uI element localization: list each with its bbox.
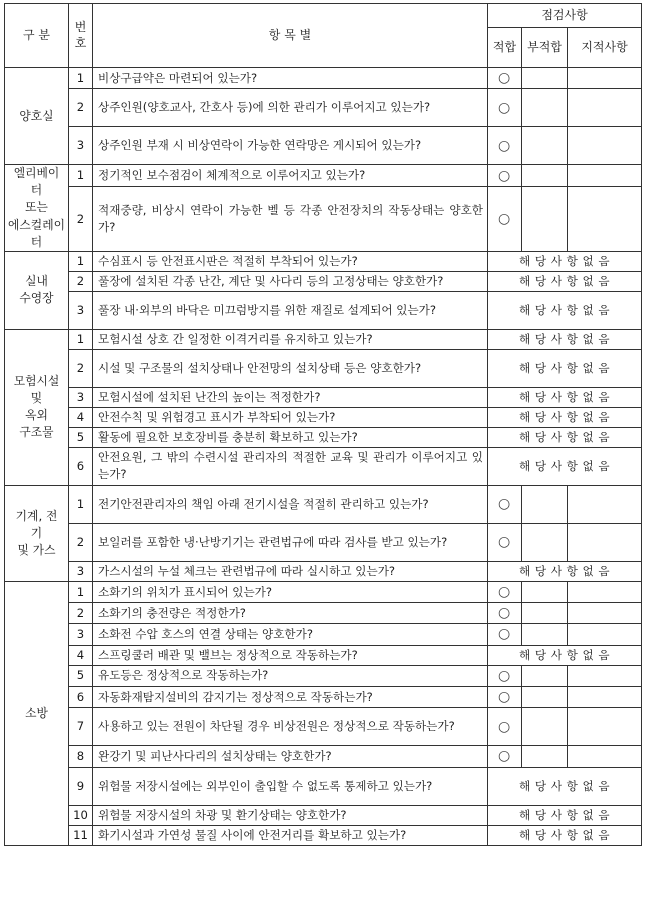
check-item-text: 보일러를 포함한 냉·난방기기는 관련법규에 따라 검사를 받고 있는가? — [93, 523, 488, 561]
not-applicable-cell: 해 당 사 항 없 음 — [488, 825, 642, 845]
not-applicable-cell: 해 당 사 항 없 음 — [488, 407, 642, 427]
check-item-text: 위험물 저장시설의 차광 및 환기상태는 양호한가? — [93, 805, 488, 825]
not-applicable-cell: 해 당 사 항 없 음 — [488, 645, 642, 665]
unsuitable-cell — [522, 127, 568, 165]
header-check-unsuitable: 부적합 — [522, 28, 568, 68]
check-item-text: 적재중량, 비상시 연락이 가능한 벨 등 각종 안전장치의 작동상태는 양호한가? — [93, 187, 488, 251]
check-item-text: 사용하고 있는 전원이 차단될 경우 비상전원은 정상적으로 작동하는가? — [93, 708, 488, 746]
table-row — [5, 581, 642, 602]
remarks-cell — [568, 187, 642, 251]
header-item: 항 목 별 — [93, 4, 488, 68]
suitable-mark: ○ — [488, 603, 522, 624]
unsuitable-cell — [522, 686, 568, 707]
unsuitable-cell — [522, 708, 568, 746]
row-number: 1 — [69, 251, 93, 271]
header-check-group: 점검사항 — [488, 4, 642, 28]
check-item-text: 정기적인 보수점검이 체계적으로 이루어지고 있는가? — [93, 165, 488, 187]
table-row — [5, 686, 642, 707]
check-item-text: 시설 및 구조물의 설치상태나 안전망의 설치상태 등은 양호한가? — [93, 349, 488, 387]
row-number: 4 — [69, 407, 93, 427]
not-applicable-cell: 해 당 사 항 없 음 — [488, 387, 642, 407]
row-number: 2 — [69, 187, 93, 251]
table-row — [5, 485, 642, 523]
row-number: 2 — [69, 349, 93, 387]
row-number: 4 — [69, 645, 93, 665]
row-number: 7 — [69, 708, 93, 746]
not-applicable-cell: 해 당 사 항 없 음 — [488, 805, 642, 825]
header-number: 번 호 — [69, 4, 93, 68]
remarks-cell — [568, 708, 642, 746]
row-number: 5 — [69, 665, 93, 686]
suitable-mark: ○ — [488, 708, 522, 746]
table-row — [5, 708, 642, 746]
category-cell: 모험시설 및 옥외 구조물 — [5, 329, 69, 485]
row-number: 6 — [69, 447, 93, 485]
remarks-cell — [568, 89, 642, 127]
check-item-text: 비상구급약은 마련되어 있는가? — [93, 68, 488, 89]
suitable-mark: ○ — [488, 89, 522, 127]
unsuitable-cell — [522, 581, 568, 602]
check-item-text: 소화전 수압 호스의 연결 상태는 양호한가? — [93, 624, 488, 645]
check-item-text: 가스시설의 누설 체크는 관련법규에 따라 실시하고 있는가? — [93, 561, 488, 581]
table-row — [5, 387, 642, 407]
check-item-text: 스프링쿨러 배관 및 밸브는 정상적으로 작동하는가? — [93, 645, 488, 665]
header-category: 구 분 — [5, 4, 69, 68]
suitable-mark: ○ — [488, 485, 522, 523]
check-item-text: 모험시설에 설치된 난간의 높이는 적정한가? — [93, 387, 488, 407]
unsuitable-cell — [522, 89, 568, 127]
remarks-cell — [568, 603, 642, 624]
remarks-cell — [568, 665, 642, 686]
suitable-mark: ○ — [488, 624, 522, 645]
table-row — [5, 165, 642, 187]
row-number: 3 — [69, 387, 93, 407]
unsuitable-cell — [522, 165, 568, 187]
table-row — [5, 407, 642, 427]
check-item-text: 유도등은 정상적으로 작동하는가? — [93, 665, 488, 686]
remarks-cell — [568, 523, 642, 561]
suitable-mark: ○ — [488, 686, 522, 707]
row-number: 9 — [69, 767, 93, 805]
table-row — [5, 523, 642, 561]
category-cell: 기계, 전 기 및 가스 — [5, 485, 69, 581]
check-item-text: 모험시설 상호 간 일정한 이격거리를 유지하고 있는가? — [93, 329, 488, 349]
remarks-cell — [568, 686, 642, 707]
header-check-remarks: 지적사항 — [568, 28, 642, 68]
table-row — [5, 271, 642, 291]
remarks-cell — [568, 746, 642, 767]
row-number: 6 — [69, 686, 93, 707]
category-cell: 소방 — [5, 581, 69, 845]
table-row — [5, 329, 642, 349]
remarks-cell — [568, 165, 642, 187]
table-row — [5, 349, 642, 387]
unsuitable-cell — [522, 665, 568, 686]
row-number: 1 — [69, 329, 93, 349]
checklist-body — [5, 68, 642, 846]
not-applicable-cell: 해 당 사 항 없 음 — [488, 349, 642, 387]
not-applicable-cell: 해 당 사 항 없 음 — [488, 271, 642, 291]
table-row — [5, 561, 642, 581]
row-number: 1 — [69, 165, 93, 187]
row-number: 3 — [69, 624, 93, 645]
unsuitable-cell — [522, 187, 568, 251]
row-number: 2 — [69, 89, 93, 127]
table-row — [5, 427, 642, 447]
suitable-mark: ○ — [488, 127, 522, 165]
header-check-suitable: 적합 — [488, 28, 522, 68]
suitable-mark: ○ — [488, 581, 522, 602]
check-item-text: 소화기의 충전량은 적정한가? — [93, 603, 488, 624]
unsuitable-cell — [522, 746, 568, 767]
check-item-text: 소화기의 위치가 표시되어 있는가? — [93, 581, 488, 602]
table-row — [5, 645, 642, 665]
category-cell: 실내 수영장 — [5, 251, 69, 329]
not-applicable-cell: 해 당 사 항 없 음 — [488, 561, 642, 581]
row-number: 3 — [69, 561, 93, 581]
table-row — [5, 767, 642, 805]
unsuitable-cell — [522, 624, 568, 645]
table-row — [5, 68, 642, 89]
check-item-text: 활동에 필요한 보호장비를 충분히 확보하고 있는가? — [93, 427, 488, 447]
table-row — [5, 825, 642, 845]
table-row — [5, 624, 642, 645]
category-cell: 양호실 — [5, 68, 69, 165]
check-item-text: 전기안전관리자의 책임 아래 전기시설을 적절히 관리하고 있는가? — [93, 485, 488, 523]
check-item-text: 수심표시 등 안전표시판은 적절히 부착되어 있는가? — [93, 251, 488, 271]
table-row — [5, 746, 642, 767]
table-row — [5, 89, 642, 127]
row-number: 2 — [69, 523, 93, 561]
check-item-text: 화기시설과 가연성 물질 사이에 안전거리를 확보하고 있는가? — [93, 825, 488, 845]
table-row — [5, 291, 642, 329]
unsuitable-cell — [522, 68, 568, 89]
unsuitable-cell — [522, 603, 568, 624]
check-item-text: 자동화재탐지설비의 감지기는 정상적으로 작동하는가? — [93, 686, 488, 707]
table-row — [5, 805, 642, 825]
table-row — [5, 603, 642, 624]
suitable-mark: ○ — [488, 665, 522, 686]
table-row — [5, 251, 642, 271]
row-number: 1 — [69, 485, 93, 523]
category-cell: 엘리베이 터 또는 에스컬레이 터 — [5, 165, 69, 251]
not-applicable-cell: 해 당 사 항 없 음 — [488, 251, 642, 271]
suitable-mark: ○ — [488, 187, 522, 251]
not-applicable-cell: 해 당 사 항 없 음 — [488, 427, 642, 447]
not-applicable-cell: 해 당 사 항 없 음 — [488, 329, 642, 349]
check-item-text: 상주인원(양호교사, 간호사 등)에 의한 관리가 이루어지고 있는가? — [93, 89, 488, 127]
remarks-cell — [568, 485, 642, 523]
row-number: 1 — [69, 68, 93, 89]
row-number: 1 — [69, 581, 93, 602]
row-number: 3 — [69, 127, 93, 165]
check-item-text: 상주인원 부재 시 비상연락이 가능한 연락망은 게시되어 있는가? — [93, 127, 488, 165]
row-number: 8 — [69, 746, 93, 767]
checklist-table — [4, 3, 642, 846]
check-item-text: 위험물 저장시설에는 외부인이 출입할 수 없도록 통제하고 있는가? — [93, 767, 488, 805]
check-item-text: 풀장에 설치된 각종 난간, 계단 및 사다리 등의 고정상태는 양호한가? — [93, 271, 488, 291]
suitable-mark: ○ — [488, 165, 522, 187]
check-item-text: 안전요원, 그 밖의 수련시설 관리자의 적절한 교육 및 관리가 이루어지고 있는가? — [93, 447, 488, 485]
inspection-checklist — [4, 3, 641, 846]
row-number: 2 — [69, 271, 93, 291]
row-number: 5 — [69, 427, 93, 447]
suitable-mark: ○ — [488, 746, 522, 767]
unsuitable-cell — [522, 485, 568, 523]
remarks-cell — [568, 624, 642, 645]
row-number: 10 — [69, 805, 93, 825]
check-item-text: 완강기 및 피난사다리의 설치상태는 양호한가? — [93, 746, 488, 767]
not-applicable-cell: 해 당 사 항 없 음 — [488, 447, 642, 485]
suitable-mark: ○ — [488, 523, 522, 561]
table-row — [5, 187, 642, 251]
row-number: 2 — [69, 603, 93, 624]
table-row — [5, 127, 642, 165]
row-number: 11 — [69, 825, 93, 845]
suitable-mark: ○ — [488, 68, 522, 89]
unsuitable-cell — [522, 523, 568, 561]
check-item-text: 안전수칙 및 위험경고 표시가 부착되어 있는가? — [93, 407, 488, 427]
check-item-text: 풀장 내·외부의 바닥은 미끄럼방지를 위한 재질로 설계되어 있는가? — [93, 291, 488, 329]
table-row — [5, 665, 642, 686]
remarks-cell — [568, 581, 642, 602]
table-row — [5, 447, 642, 485]
not-applicable-cell: 해 당 사 항 없 음 — [488, 291, 642, 329]
not-applicable-cell: 해 당 사 항 없 음 — [488, 767, 642, 805]
remarks-cell — [568, 68, 642, 89]
remarks-cell — [568, 127, 642, 165]
row-number: 3 — [69, 291, 93, 329]
